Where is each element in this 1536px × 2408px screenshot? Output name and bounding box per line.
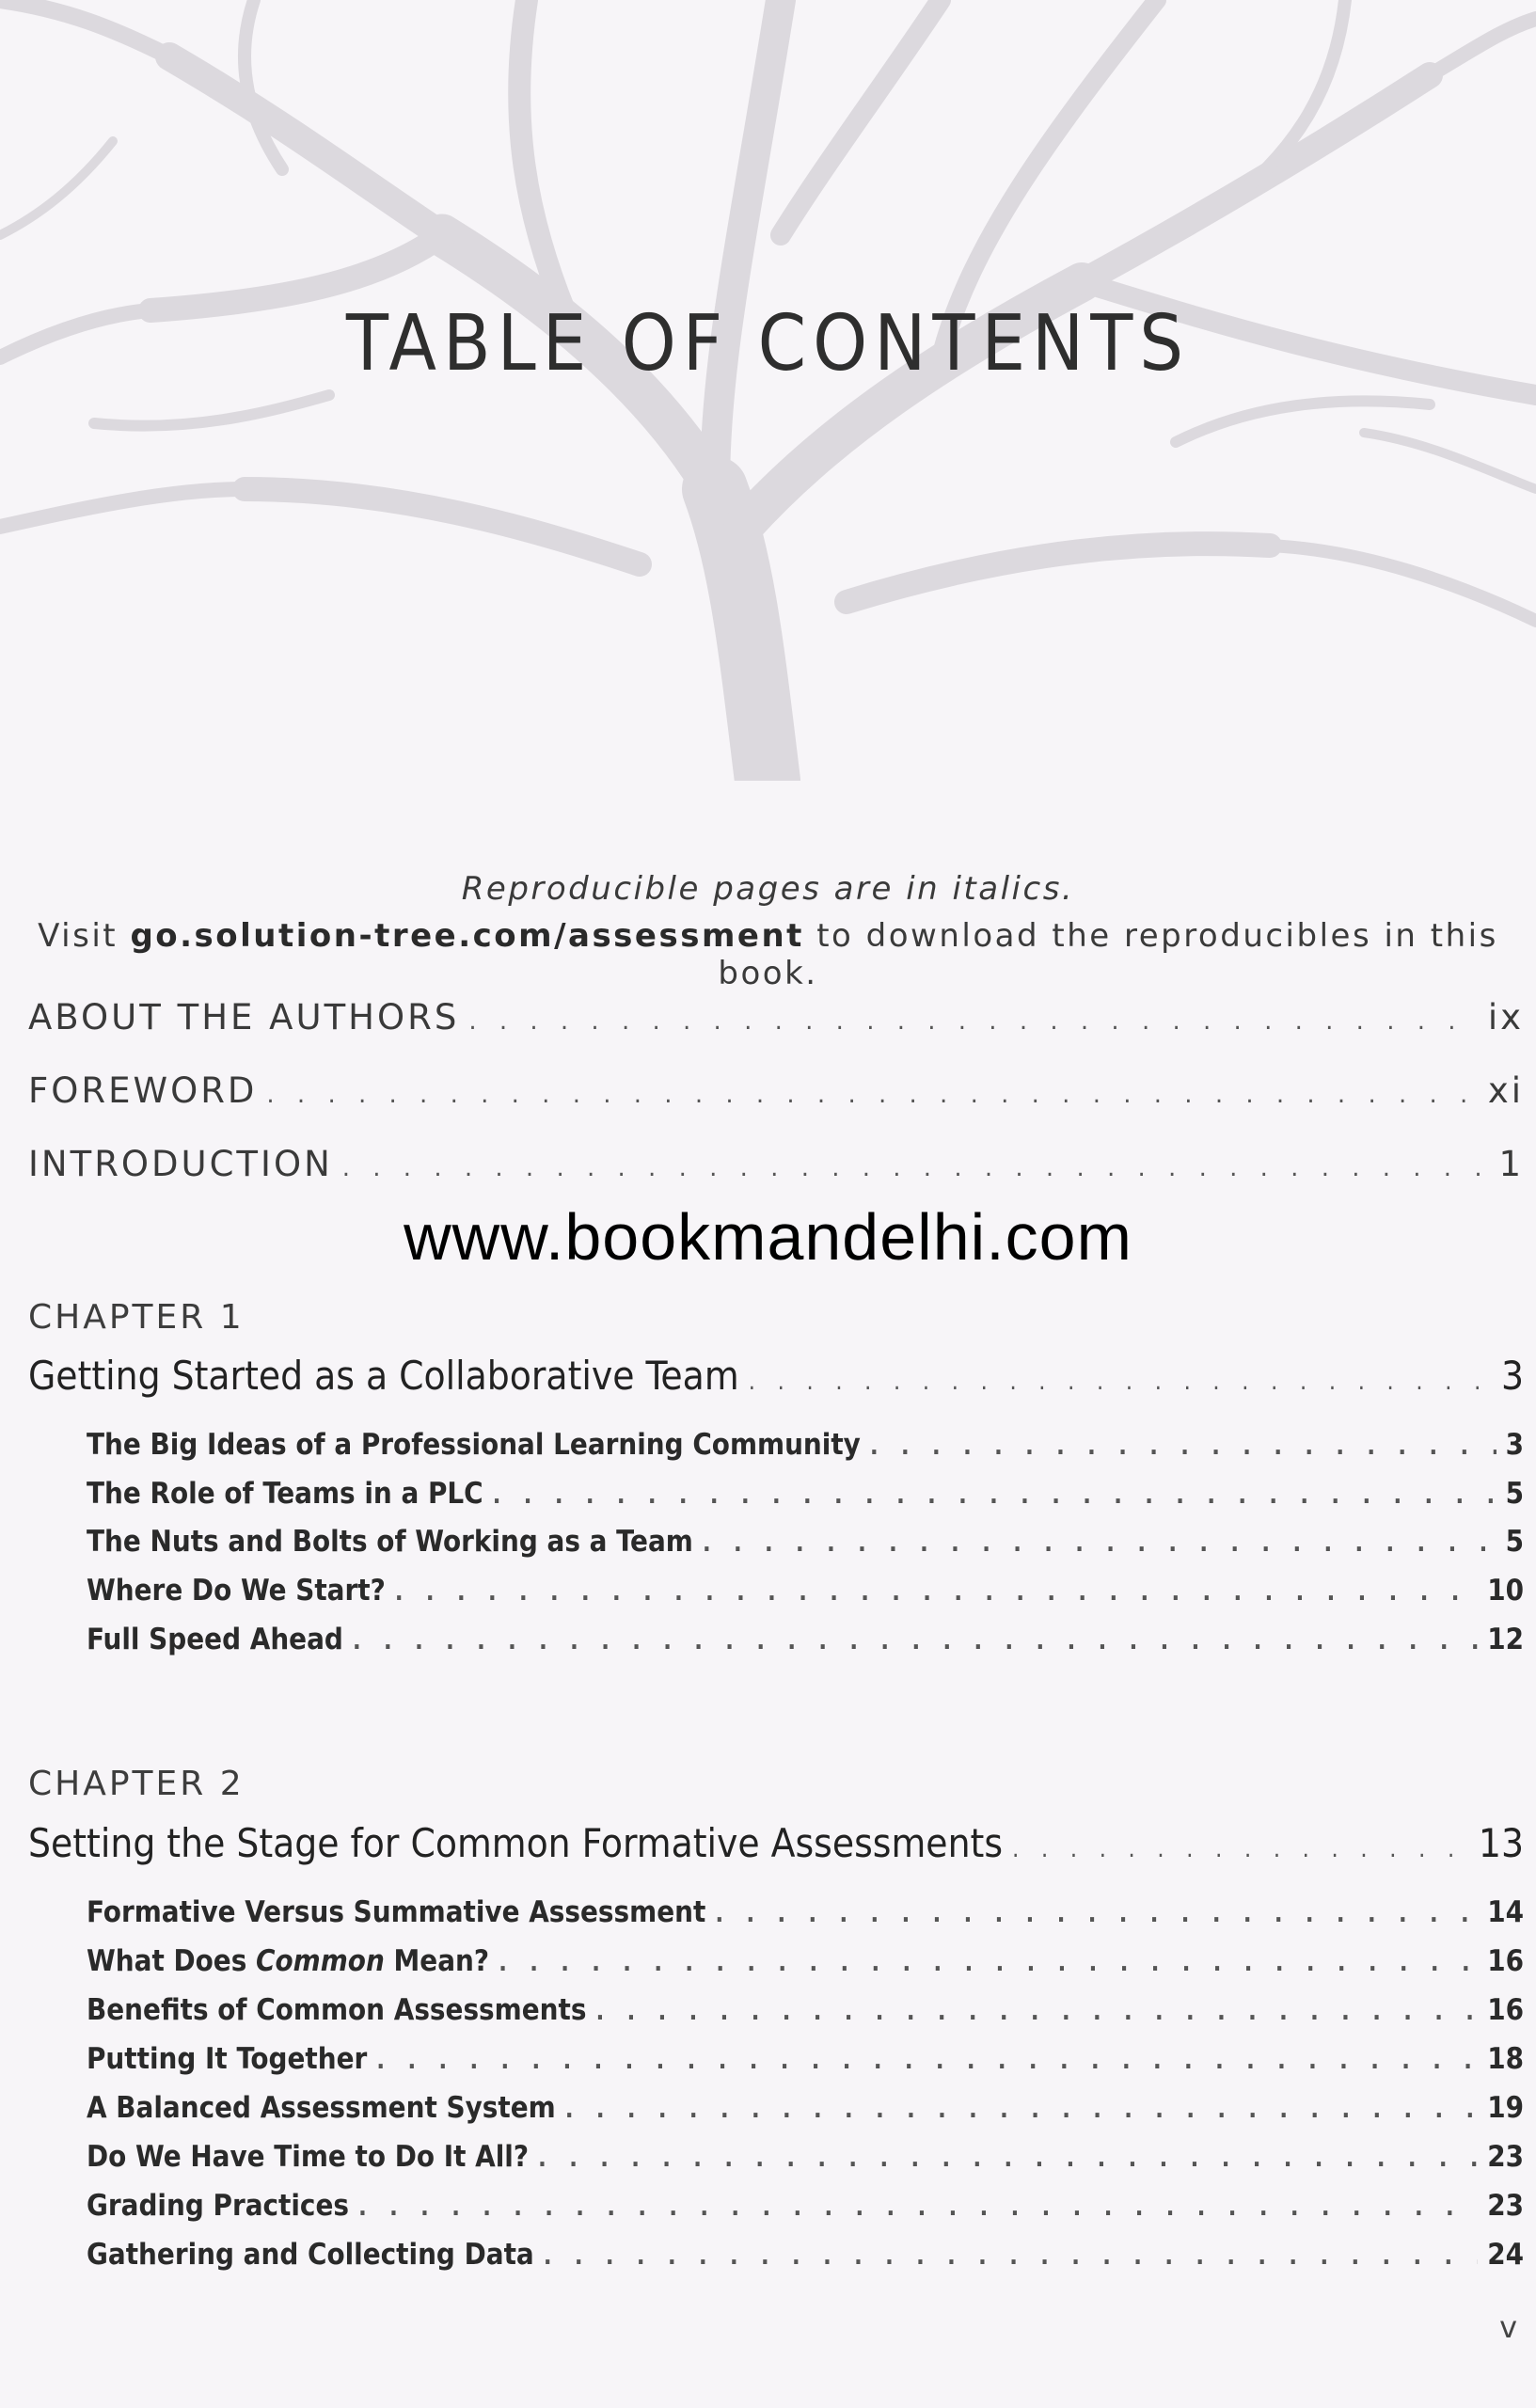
leader-dots bbox=[544, 2242, 1478, 2271]
toc-section[interactable]: Where Do We Start? . . . 10 bbox=[87, 1574, 1524, 1608]
page-number: v bbox=[1499, 2309, 1517, 2345]
toc-entry-chapter-2[interactable]: Setting the Stage for Common Formative Assessments . . . 13 bbox=[28, 1820, 1524, 1866]
leader-dots bbox=[595, 1998, 1478, 2026]
leader-dots bbox=[395, 1578, 1478, 1607]
toc-section[interactable]: The Nuts and Bolts of Working as a Team . . . 5 bbox=[87, 1525, 1524, 1559]
italic-term: Common bbox=[256, 1944, 385, 1978]
toc-section[interactable]: What Does Common Mean? . . . 16 bbox=[87, 1944, 1524, 1978]
page-title: TABLE OF CONTENTS bbox=[345, 299, 1191, 388]
tree-illustration bbox=[0, 0, 1536, 781]
toc-section[interactable]: Benefits of Common Assessments . . . 16 bbox=[87, 1993, 1524, 2027]
leader-dots bbox=[870, 1433, 1496, 1461]
toc-section[interactable]: Grading Practices . . . 23 bbox=[87, 2189, 1524, 2223]
download-url[interactable]: go.solution-tree.com/assessment bbox=[130, 917, 804, 955]
leader-dots bbox=[266, 1081, 1478, 1109]
leader-dots bbox=[1012, 1835, 1469, 1863]
toc-entry-chapter-1[interactable]: Getting Started as a Collaborative Team . . . 3 bbox=[28, 1353, 1524, 1399]
leader-dots bbox=[715, 1900, 1478, 1928]
toc-entry-about-the-authors[interactable]: ABOUT THE AUTHORS . . . ix bbox=[28, 997, 1524, 1038]
toc-section[interactable]: Do We Have Time to Do It All? . . . 23 bbox=[87, 2140, 1524, 2174]
leader-dots bbox=[353, 1627, 1478, 1656]
toc-section[interactable]: The Role of Teams in a PLC . . . 5 bbox=[87, 1477, 1524, 1511]
toc-section[interactable]: Full Speed Ahead . . . 12 bbox=[87, 1623, 1524, 1656]
toc-section[interactable]: The Big Ideas of a Professional Learning Community . . . 3 bbox=[87, 1428, 1524, 1462]
leader-dots bbox=[499, 1949, 1478, 1977]
toc-entry-foreword[interactable]: FOREWORD . . . xi bbox=[28, 1070, 1524, 1111]
watermark: www.bookmandelhi.com bbox=[404, 1200, 1132, 1274]
leader-dots bbox=[565, 2096, 1478, 2124]
toc-section[interactable]: Putting It Together . . . 18 bbox=[87, 2042, 1524, 2076]
leader-dots bbox=[342, 1154, 1490, 1182]
leader-dots bbox=[493, 1481, 1496, 1510]
leader-dots bbox=[468, 1007, 1479, 1036]
reproducible-note: Reproducible pages are in italics. bbox=[461, 870, 1075, 908]
toc-section[interactable]: Gathering and Collecting Data . . . 24 bbox=[87, 2238, 1524, 2272]
leader-dots bbox=[358, 2194, 1478, 2222]
leader-dots bbox=[376, 2047, 1478, 2075]
leader-dots bbox=[749, 1368, 1492, 1396]
chapter-2-label: CHAPTER 2 bbox=[28, 1765, 245, 1803]
leader-dots bbox=[703, 1529, 1496, 1558]
toc-section[interactable]: A Balanced Assessment System . . . 19 bbox=[87, 2091, 1524, 2125]
download-note: Visit go.solution-tree.com/assessment to download the reproducibles in this book. bbox=[38, 917, 1498, 992]
toc-section[interactable]: Formative Versus Summative Assessment . . . 14 bbox=[87, 1895, 1524, 1929]
leader-dots bbox=[538, 2145, 1478, 2173]
toc-entry-introduction[interactable]: INTRODUCTION . . . 1 bbox=[28, 1144, 1524, 1184]
chapter-1-label: CHAPTER 1 bbox=[28, 1298, 245, 1337]
